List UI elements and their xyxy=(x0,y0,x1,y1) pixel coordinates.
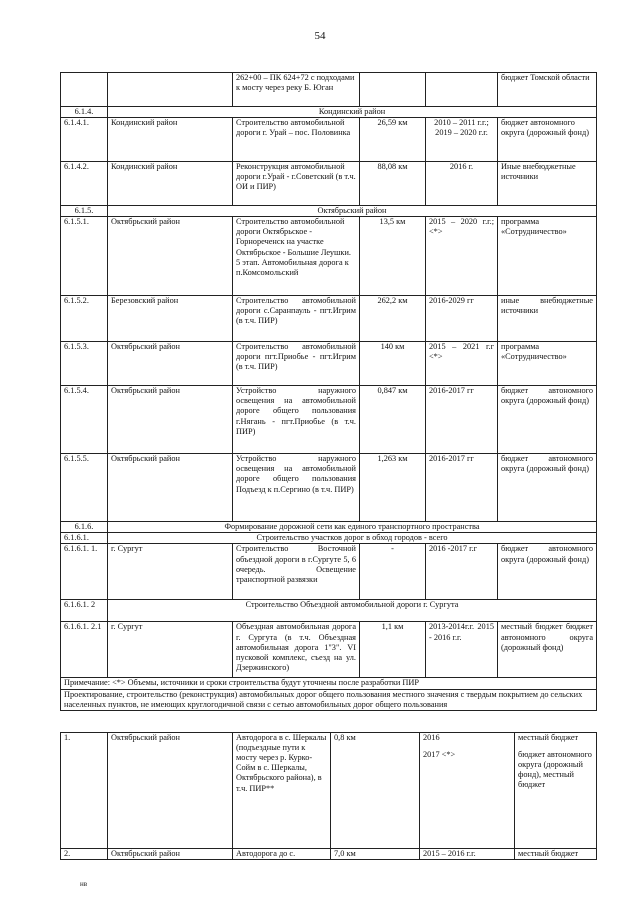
table-row: 6.1.5.1. Октябрьский район Строительство автомобильной дороги Октябрьское - Горнореченск на участке Октябрьское - Большие Леушки. 5 этап. Автомобильная дорога к п.Комсомольский 13,5 км 2015 – 2020 г.г.; <*> программа «Сотрудничество» xyxy=(61,217,597,296)
table-row: 6.1.6.1. 2.1 г. Сургут Объездная автомобильная дорога г. Сургута (в т.ч. Объездная автомобильная дорога 1"3". VI пусковой комплекс, съезд на ул. Дзержинского) 1,1 км 2013-2014г.г. 2015 - 2016 г.г. местный бюджет бюджет автономного округа (дорожный фонд) xyxy=(61,622,597,678)
table-row: 6.1.5.4. Октябрьский район Устройство наружного освещения на автомобильной дороге общего пользования г.Нягань - пгт.Приобье (в т.ч. ПИР) 0,847 км 2016-2017 гг бюджет автономного округа (дорожный фонд) xyxy=(61,386,597,454)
note-row: Примечание: <*> Объемы, источники и сроки строительства будут уточнены после разработки ПИР xyxy=(61,678,597,689)
road-program-table xyxy=(60,72,597,711)
section-row: 6.1.5. Октябрьский район xyxy=(61,206,597,217)
table-row: 6.1.5.5. Октябрьский район Устройство наружного освещения на автомобильной дороге общего пользования Подъезд к п.Сергино (в т.ч. ПИР) 1,263 км 2016-2017 гг бюджет автономного округа (дорожный фонд) xyxy=(61,454,597,522)
table-row: 1. Октябрьский район Автодорога в с. Шеркалы (подъездные пути к мосту через р. Курко-Сойм в с. Шеркалы, Октябрьского района), в т.ч. ПИР** 0,8 км 2016 2017 <*> местный бюджет бюджет автономного округа (дорожный фонд), местный бюджет xyxy=(61,733,597,849)
design-note-row: Проектирование, строительство (реконструкция) автомобильных дорог общего пользования местного значения с твердым покрытием до сельских населенных пунктов, не имеющих круглогодичной связи с сетью автомобильных дорог общего пользования xyxy=(61,689,597,710)
section-row: 6.1.4. Кондинский район xyxy=(61,107,597,118)
rural-roads-table xyxy=(60,732,597,860)
table-row: 6.1.4.2. Кондинский район Реконструкция автомобильной дороги г.Урай - г.Советский (в т.ч. ОИ и ПИР) 88,08 км 2016 г. Иные внебюджетные источники xyxy=(61,162,597,206)
footer-code: нв xyxy=(80,880,88,888)
table-row: 6.1.5.2. Березовский район Строительство автомобильной дороги с.Саранпауль - пгт.Игрим (в т.ч. ПИР) 262,2 км 2016-2029 гг иные внебюджетные источники xyxy=(61,296,597,342)
section-row: 6.1.6. Формирование дорожной сети как единого транспортного пространства xyxy=(61,522,597,533)
table-row: 6.1.4.1. Кондинский район Строительство автомобильной дороги г. Урай – пос. Половинка 26,59 км 2010 – 2011 г.г.; 2019 – 2020 г.г. бюджет автономного округа (дорожный фонд) xyxy=(61,118,597,162)
table-row: 2. Октябрьский район Автодорога до с. 7,0 км 2015 – 2016 г.г. местный бюджет xyxy=(61,849,597,860)
table-row: 6.1.5.3. Октябрьский район Строительство автомобильной дороги пгт.Приобье - пгт.Игрим (в т.ч. ПИР) 140 км 2015 – 2021 г.г <*> программа «Сотрудничество» xyxy=(61,342,597,386)
table-row: 262+00 – ПК 624+72 с подходами к мосту через реку Б. Юган бюджет Томской области xyxy=(61,73,597,107)
section-row: 6.1.6.1. 2 Строительство Объездной автомобильной дороги г. Сургута xyxy=(61,600,597,622)
section-row: 6.1.6.1. Строительство участков дорог в обход городов - всего xyxy=(61,533,597,544)
table-row: 6.1.6.1. 1. г. Сургут Строительство Восточной объездной дороги в г.Сургуте 5, 6 очередь. Освещение транспортной развязки - 2016 -2017 г.г бюджет автономного округа (дорожный фонд) xyxy=(61,544,597,600)
page-number: 54 xyxy=(314,30,326,42)
